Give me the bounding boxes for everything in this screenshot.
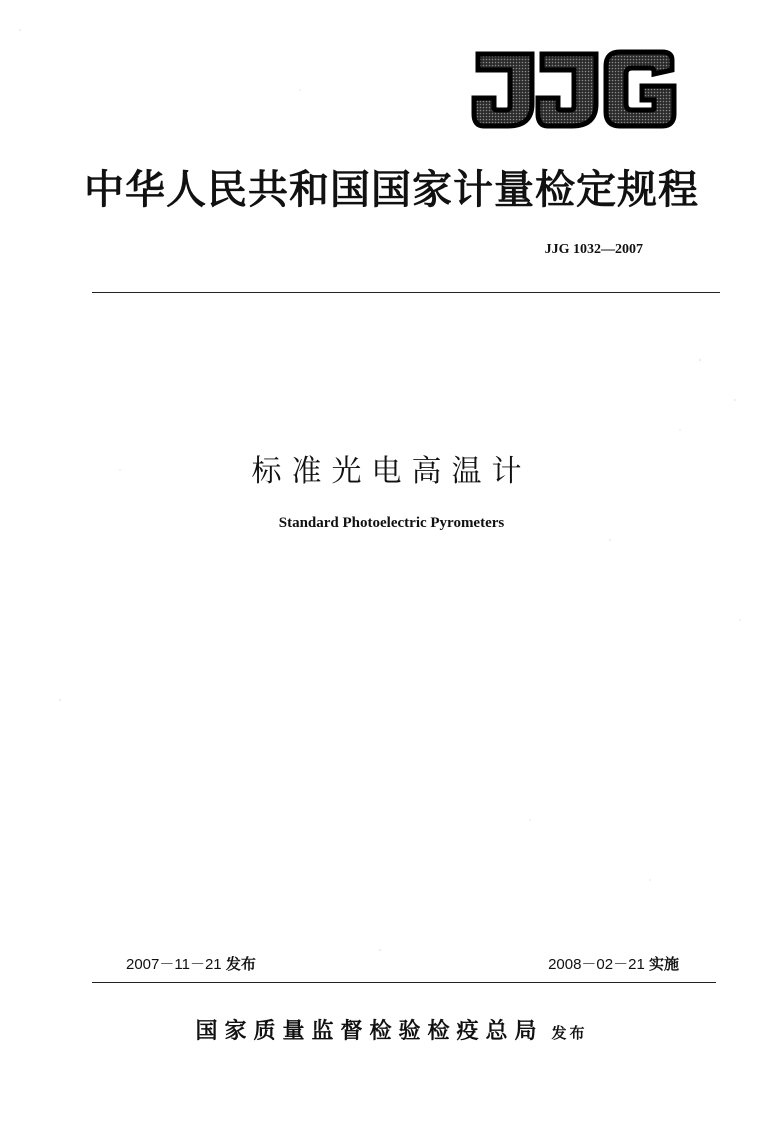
jjg-logo [470, 46, 680, 132]
issue-info [126, 953, 256, 974]
issue-date: 2007－11－21 [126, 956, 222, 973]
issuer-name: 国家质量监督检验检疫总局 [195, 1018, 544, 1044]
logo-letter-g [606, 52, 674, 126]
logo-letter-j2 [538, 54, 596, 126]
issue-label: 发布 [225, 956, 256, 973]
issuer-line [0, 1014, 783, 1045]
effective-info [548, 953, 679, 974]
document-title: 标准光电高温计 [251, 454, 532, 489]
document-title-english: Standard Photoelectric Pyrometers [278, 515, 505, 531]
main-title: 中华人民共和国国家计量检定规程 [84, 166, 699, 213]
top-divider [92, 292, 720, 293]
effective-date: 2008－02－21 [548, 956, 645, 973]
standard-code: JJG 1032—2007 [544, 242, 643, 257]
bottom-divider [92, 982, 716, 983]
effective-label: 实施 [648, 956, 679, 973]
issuer-action: 发布 [551, 1024, 588, 1042]
logo-letter-j1 [474, 54, 532, 126]
